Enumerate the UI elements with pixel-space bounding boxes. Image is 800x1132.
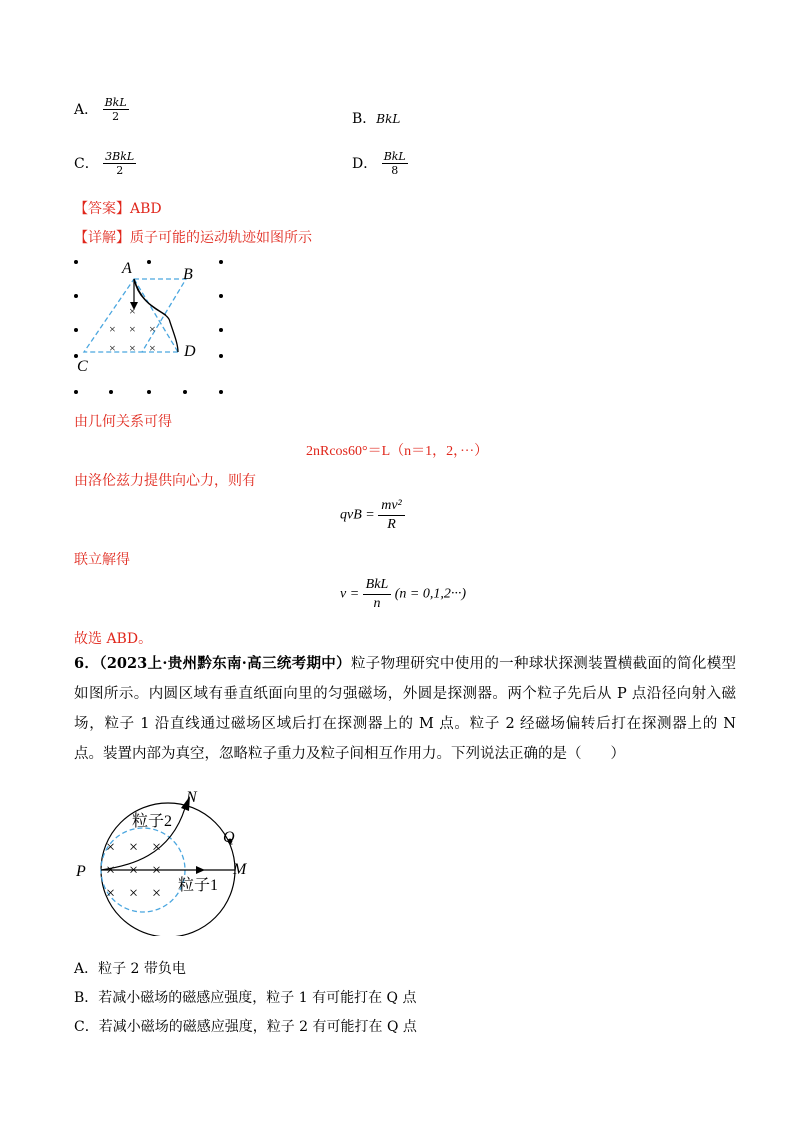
answer-line: 【答案】ABD <box>74 201 162 217</box>
svg-text:×: × <box>129 862 139 879</box>
svg-text:×: × <box>129 322 136 336</box>
option-d: D． $\frac{\text{BkL}}{8}$ <box>352 150 406 177</box>
label-particle-1: 粒子1 <box>178 877 219 894</box>
svg-text:×: × <box>129 304 136 318</box>
svg-text:×: × <box>149 341 156 355</box>
svg-text:×: × <box>109 341 116 355</box>
label-particle-2: 粒子2 <box>132 813 173 830</box>
svg-text:×: × <box>152 839 162 856</box>
trajectory-figure <box>66 252 236 397</box>
svg-text:×: × <box>106 862 116 879</box>
option-a-fraction: $\frac{\text{BkL}}{2}$ <box>104 96 127 123</box>
detail-line: 【详解】质子可能的运动轨迹如图所示 <box>74 230 312 246</box>
geometry-text: 由几何关系可得 <box>74 414 172 430</box>
svg-text:×: × <box>106 839 116 856</box>
equation-3: v = $\frac{\text{BkL}}{n}$ (n = 0,1,2···) <box>340 577 467 611</box>
label-n: N <box>186 789 197 806</box>
equation-1: 2nRcos60°＝L（n＝1，2，···） <box>306 444 489 459</box>
label-d: D <box>184 343 196 360</box>
svg-text:×: × <box>129 341 136 355</box>
option-a: A． $\frac{\text{BkL}}{2}$ <box>74 96 127 123</box>
svg-text:×: × <box>106 885 116 902</box>
lorentz-text: 由洛伦兹力提供向心力，则有 <box>74 473 256 489</box>
choice-b: B．若减小磁场的磁感应强度，粒子 1 有可能打在 Q 点 <box>74 990 417 1006</box>
option-d-fraction: $\frac{\text{BkL}}{8}$ <box>383 150 406 177</box>
field-crosses <box>109 304 156 355</box>
choice-a: A．粒子 2 带负电 <box>74 961 186 977</box>
field-crosses-2 <box>106 839 161 902</box>
label-b: B <box>183 266 193 283</box>
svg-text:×: × <box>129 885 139 902</box>
option-c-fraction: $\frac{\text{3BkL}}{2}$ <box>105 150 135 177</box>
label-p: P <box>76 863 86 880</box>
equation-2: qvB = $\frac{\text{mv²}}{R}$ <box>340 497 405 534</box>
detector-figure <box>70 786 250 936</box>
label-a: A <box>122 260 132 277</box>
option-b: B．BkL <box>352 111 401 127</box>
conclusion-text: 故选 ABD。 <box>74 631 153 647</box>
question-6: 6．（2023上·贵州黔东南·高三统考期中）粒子物理研究中使用的一种球状探测装置横截面的简化模型如图所示。内圆区域有垂直纸面向里的匀强磁场，外圆是探测器。两个粒子先后从 P 点沿径向射入磁场，粒子 1 沿直线通过磁场区域后打在探测器上的 M 点。粒子 2 经磁场偏转后打在探测器上的 N 点。装置内部为真空，忽略粒子重力及粒子间相互作用力。下列说法正确的是（ ） <box>74 655 737 762</box>
svg-text:×: × <box>149 322 156 336</box>
label-m: M <box>233 861 247 878</box>
svg-text:×: × <box>152 885 162 902</box>
svg-text:×: × <box>129 839 139 856</box>
choice-c: C．若减小磁场的磁感应强度，粒子 2 有可能打在 Q 点 <box>74 1019 417 1035</box>
label-c: C <box>77 358 88 375</box>
svg-text:×: × <box>152 862 162 879</box>
option-c: C． $\frac{\text{3BkL}}{2}$ <box>74 150 135 177</box>
svg-text:×: × <box>109 322 116 336</box>
label-q: Q <box>223 829 235 846</box>
solve-text: 联立解得 <box>74 552 130 568</box>
